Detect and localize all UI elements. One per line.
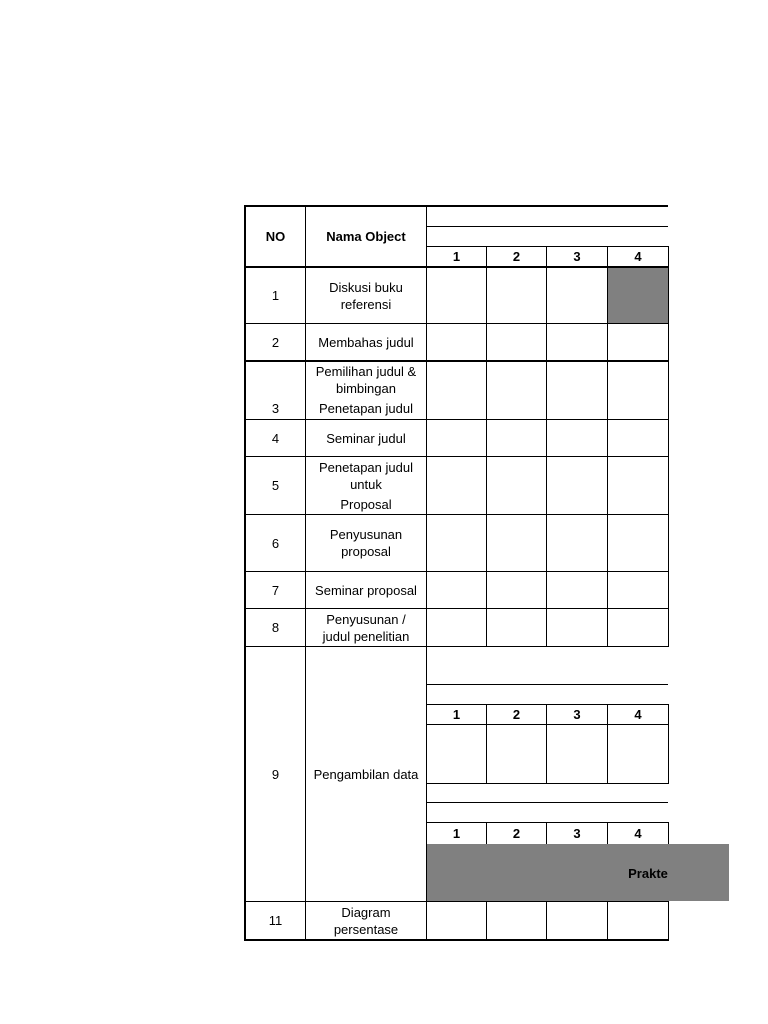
- row-2-name: Membahas judul: [318, 334, 414, 350]
- sub1-week-2: 2: [512, 707, 521, 722]
- row-9-no: 9: [271, 766, 280, 782]
- row-3-no: 3: [271, 400, 280, 416]
- sub2-week-4: 4: [634, 826, 642, 841]
- sub1-week-1: 1: [452, 707, 461, 722]
- header-week-3: 3: [573, 249, 581, 264]
- row-2-no: 2: [271, 334, 280, 350]
- row-1-name: Diskusi buku referensi: [329, 279, 403, 312]
- header-week-4: 4: [634, 249, 642, 264]
- sub2-week-2: 2: [512, 826, 521, 841]
- row-8-no: 8: [271, 620, 280, 635]
- header-week-2: 2: [512, 249, 521, 264]
- row-4-no: 4: [271, 430, 280, 446]
- row-11-name: Diagram persentase: [333, 904, 399, 937]
- row-3-name-bottom: Penetapan judul: [319, 400, 413, 416]
- practice-band-label: Prakte: [628, 865, 668, 881]
- row-1-no: 1: [271, 288, 280, 303]
- header-no: NO: [265, 229, 286, 244]
- row-5-name-bottom: Proposal: [340, 496, 392, 512]
- sub1-week-4: 4: [634, 707, 642, 722]
- row-6-name: Penyusunan proposal: [329, 527, 403, 559]
- row-8-name: Penyusunan / judul penelitian: [322, 611, 410, 644]
- row-11-no: 11: [268, 913, 283, 928]
- header-nama-object: Nama Object: [326, 229, 406, 244]
- header-week-1: 1: [452, 249, 461, 264]
- row-3-name-top: Pemilihan judul & bimbingan: [315, 364, 417, 396]
- row-7-name: Seminar proposal: [315, 582, 417, 598]
- sub1-week-3: 3: [573, 707, 581, 722]
- row-5-name-top: Penetapan judul untuk: [319, 460, 413, 492]
- row-9-name: Pengambilan data: [313, 766, 419, 782]
- shaded-cell-row1-week4: [608, 268, 668, 323]
- sub2-week-1: 1: [452, 826, 461, 841]
- row-5-no: 5: [271, 478, 280, 493]
- row-4-name: Seminar judul: [326, 430, 406, 446]
- row-7-no: 7: [271, 582, 280, 598]
- sub2-week-3: 3: [573, 826, 581, 841]
- row-6-no: 6: [271, 535, 280, 551]
